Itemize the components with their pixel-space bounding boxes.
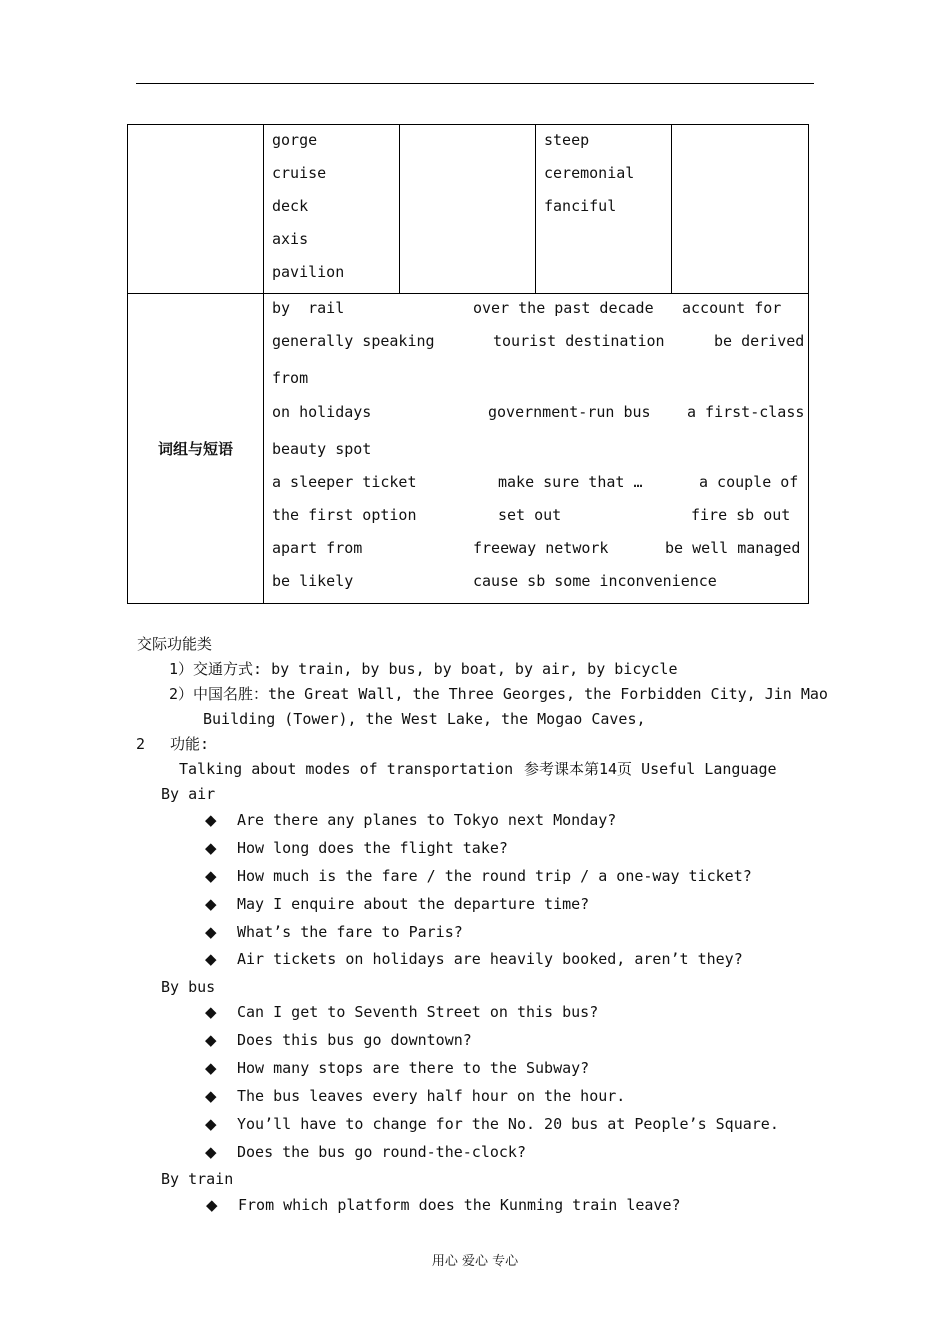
phrase-item: Air tickets on holidays are heavily booked, aren’t they? [237, 950, 743, 968]
phrase: fire sb out [691, 506, 791, 524]
phrase: by rail [272, 299, 345, 317]
phrase-item: May I enquire about the departure time? [237, 895, 590, 913]
phrase: make sure that … [498, 473, 643, 491]
diamond-bullet-icon: ◆ [205, 1115, 217, 1133]
diamond-bullet-icon: ◆ [205, 923, 217, 941]
word: deck [272, 197, 309, 215]
table-row [128, 294, 809, 604]
phrase: cause sb some inconvenience [473, 572, 717, 590]
phrase: beauty spot [272, 440, 372, 458]
table-row [128, 125, 809, 294]
by-train-label: By train [161, 1170, 234, 1188]
word: ceremonial [544, 164, 635, 182]
phrases-cell [264, 294, 809, 604]
section-number: 2 [136, 735, 146, 753]
table-cell-empty [128, 125, 264, 294]
diamond-bullet-icon: ◆ [205, 1059, 217, 1077]
page-footer: 用心 爱心 专心 [431, 1254, 519, 1269]
by-bus-label: By bus [161, 978, 216, 996]
word: cruise [272, 164, 327, 182]
word: gorge [272, 131, 318, 149]
diamond-bullet-icon: ◆ [205, 839, 217, 857]
phrase: generally speaking [272, 332, 435, 350]
table-cell-empty [672, 125, 809, 294]
table-cell-words [536, 125, 672, 294]
word: axis [272, 230, 309, 248]
diamond-bullet-icon: ◆ [205, 867, 217, 885]
vocabulary-table [127, 124, 809, 604]
phrase-item: You’ll have to change for the No. 20 bus at People’s Square. [237, 1115, 779, 1133]
word: fanciful [544, 197, 617, 215]
diamond-bullet-icon: ◆ [205, 811, 217, 829]
phrase: over the past decade [473, 299, 654, 317]
phrase: be derived [714, 332, 805, 350]
diamond-bullet-icon: ◆ [205, 950, 217, 968]
word: steep [544, 131, 590, 149]
landmarks-item: 2）中国名胜：the Great Wall, the Three Georges, the Forbidden City, Jin Mao [169, 685, 828, 703]
communicative-heading: 交际功能类 [137, 635, 213, 653]
textbook-reference: 参考课本第14页 Useful Language [524, 760, 777, 778]
diamond-bullet-icon: ◆ [205, 895, 217, 913]
phrase-item: How much is the fare / the round trip / a one-way ticket? [237, 867, 752, 885]
phrase: freeway network [473, 539, 609, 557]
by-air-label: By air [161, 785, 216, 803]
phrase: a couple of [699, 473, 799, 491]
diamond-bullet-icon: ◆ [205, 1031, 217, 1049]
phrase: from [272, 369, 309, 387]
phrase: government-run bus [488, 403, 651, 421]
phrase-item: The bus leaves every half hour on the hour. [237, 1087, 626, 1105]
phrase-item: Does this bus go downtown? [237, 1031, 472, 1049]
diamond-bullet-icon: ◆ [205, 1087, 217, 1105]
phrase: be likely [272, 572, 354, 590]
phrase-item: Are there any planes to Tokyo next Monday? [237, 811, 617, 829]
phrase-item: From which platform does the Kunming train leave? [238, 1196, 681, 1214]
phrase-item: How long does the flight take? [237, 839, 508, 857]
phrase-item: How many stops are there to the Subway? [237, 1059, 590, 1077]
phrase: the first option [272, 506, 417, 524]
diamond-bullet-icon: ◆ [206, 1196, 218, 1214]
phrase: apart from [272, 539, 363, 557]
table-cell-words [264, 125, 400, 294]
phrase-item: Can I get to Seventh Street on this bus? [237, 1003, 599, 1021]
landmarks-item-continued: Building (Tower), the West Lake, the Mogao Caves, [203, 710, 646, 728]
functions-subheading: Talking about modes of transportation [179, 760, 514, 778]
phrase-item: Does the bus go round-the-clock? [237, 1143, 526, 1161]
transport-modes-item: 1）交通方式: by train, by bus, by boat, by air, by bicycle [169, 660, 678, 678]
phrase: be well managed [665, 539, 801, 557]
phrases-label: 词组与短语 [128, 294, 264, 604]
phrase-item: What’s the fare to Paris? [237, 923, 463, 941]
diamond-bullet-icon: ◆ [205, 1003, 217, 1021]
table-cell-empty [400, 125, 536, 294]
phrase: tourist destination [493, 332, 665, 350]
header-rule [136, 83, 814, 84]
phrase: on holidays [272, 403, 372, 421]
diamond-bullet-icon: ◆ [205, 1143, 217, 1161]
functions-heading: 功能: [170, 735, 210, 753]
phrase: a sleeper ticket [272, 473, 417, 491]
word: pavilion [272, 263, 345, 281]
phrase: a first-class [687, 403, 805, 421]
phrase: account for [682, 299, 782, 317]
phrase: set out [498, 506, 562, 524]
